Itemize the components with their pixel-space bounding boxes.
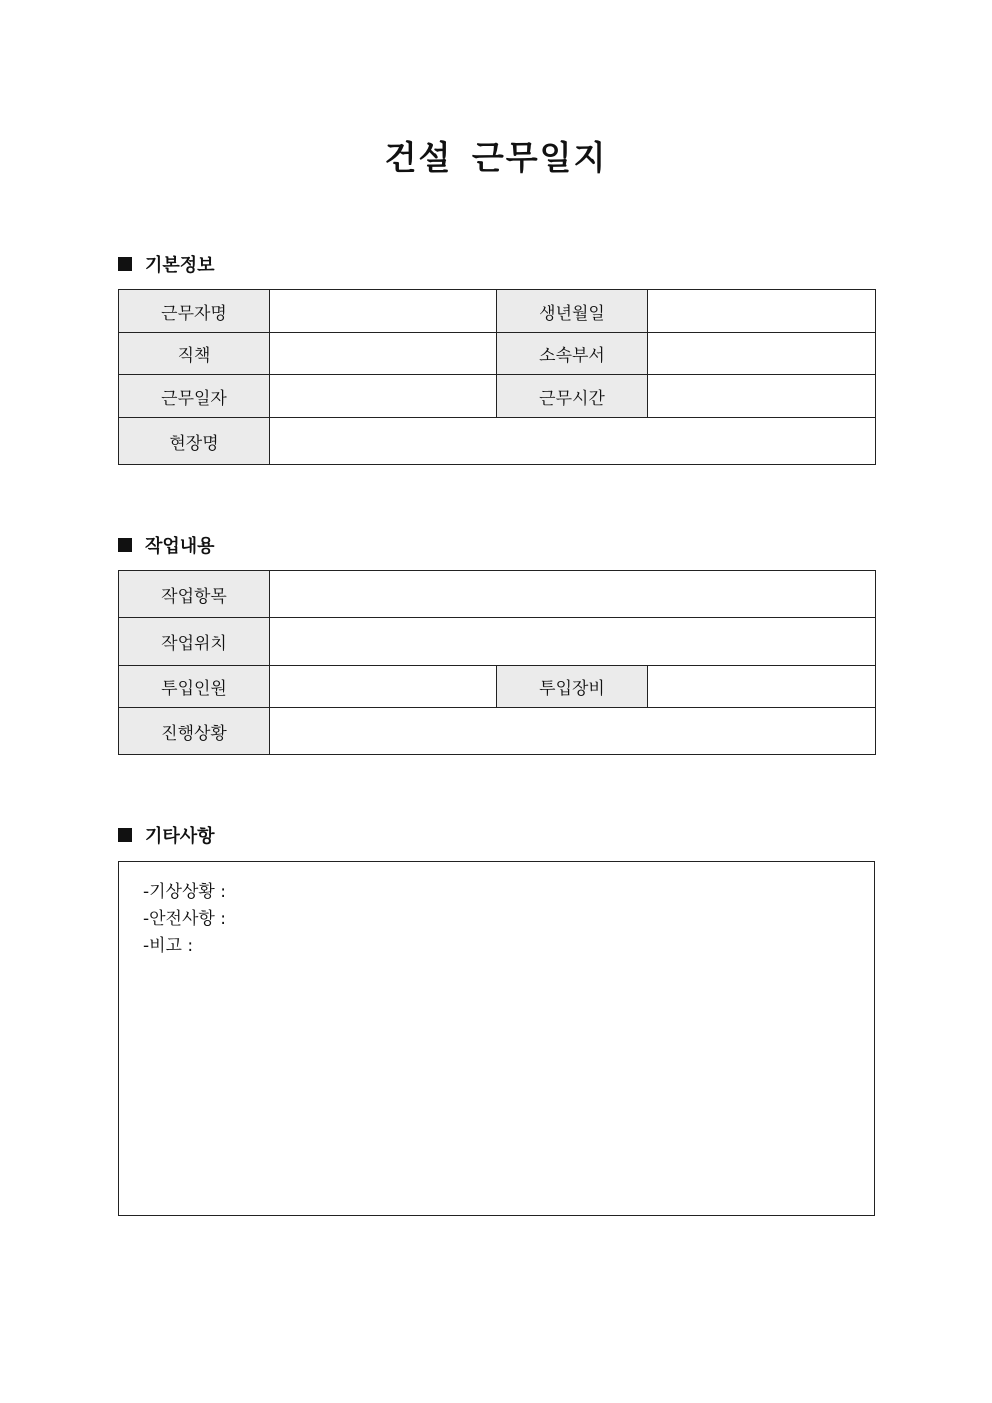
square-bullet-icon <box>118 828 132 842</box>
table-row <box>119 375 876 418</box>
position-label: 직책 <box>119 333 270 375</box>
table-row <box>119 708 876 755</box>
work-date-label: 근무일자 <box>119 375 270 418</box>
site-name-label: 현장명 <box>119 418 270 465</box>
birth-date-label: 생년월일 <box>497 290 648 333</box>
remarks-heading <box>118 822 215 848</box>
table-row <box>119 290 876 333</box>
remarks-box[interactable] <box>118 861 875 1216</box>
worker-name-label: 근무자명 <box>119 290 270 333</box>
progress-label: 진행상황 <box>119 708 270 755</box>
work-hours-field[interactable] <box>648 375 876 418</box>
square-bullet-icon <box>118 257 132 271</box>
remarks-heading-text: 기타사항 <box>145 826 215 847</box>
work-content-heading-text: 작업내용 <box>145 536 215 557</box>
department-field[interactable] <box>648 333 876 375</box>
table-row <box>119 333 876 375</box>
equipment-field[interactable] <box>648 666 876 708</box>
work-item-field[interactable] <box>270 571 876 618</box>
table-row <box>119 418 876 465</box>
work-location-label: 작업위치 <box>119 618 270 666</box>
position-field[interactable] <box>270 333 497 375</box>
work-content-table <box>118 570 876 755</box>
square-bullet-icon <box>118 538 132 552</box>
basic-info-heading-text: 기본정보 <box>145 255 215 276</box>
table-row <box>119 666 876 708</box>
equipment-label: 투입장비 <box>497 666 648 708</box>
remarks-list <box>143 879 226 960</box>
remarks-safety-item: -안전사항 : <box>143 909 226 929</box>
remarks-weather-item: -기상상황 : <box>143 882 226 902</box>
progress-field[interactable] <box>270 708 876 755</box>
birth-date-field[interactable] <box>648 290 876 333</box>
work-item-label: 작업항목 <box>119 571 270 618</box>
document-title: 건설 근무일지 <box>384 138 608 177</box>
department-label: 소속부서 <box>497 333 648 375</box>
basic-info-heading <box>118 251 215 277</box>
work-location-field[interactable] <box>270 618 876 666</box>
site-name-field[interactable] <box>270 418 876 465</box>
table-row <box>119 618 876 666</box>
personnel-label: 투입인원 <box>119 666 270 708</box>
remarks-note-item: -비고 : <box>143 936 194 956</box>
basic-info-table <box>118 289 876 465</box>
work-hours-label: 근무시간 <box>497 375 648 418</box>
personnel-field[interactable] <box>270 666 497 708</box>
work-date-field[interactable] <box>270 375 497 418</box>
table-row <box>119 571 876 618</box>
work-content-heading <box>118 532 215 558</box>
worker-name-field[interactable] <box>270 290 497 333</box>
